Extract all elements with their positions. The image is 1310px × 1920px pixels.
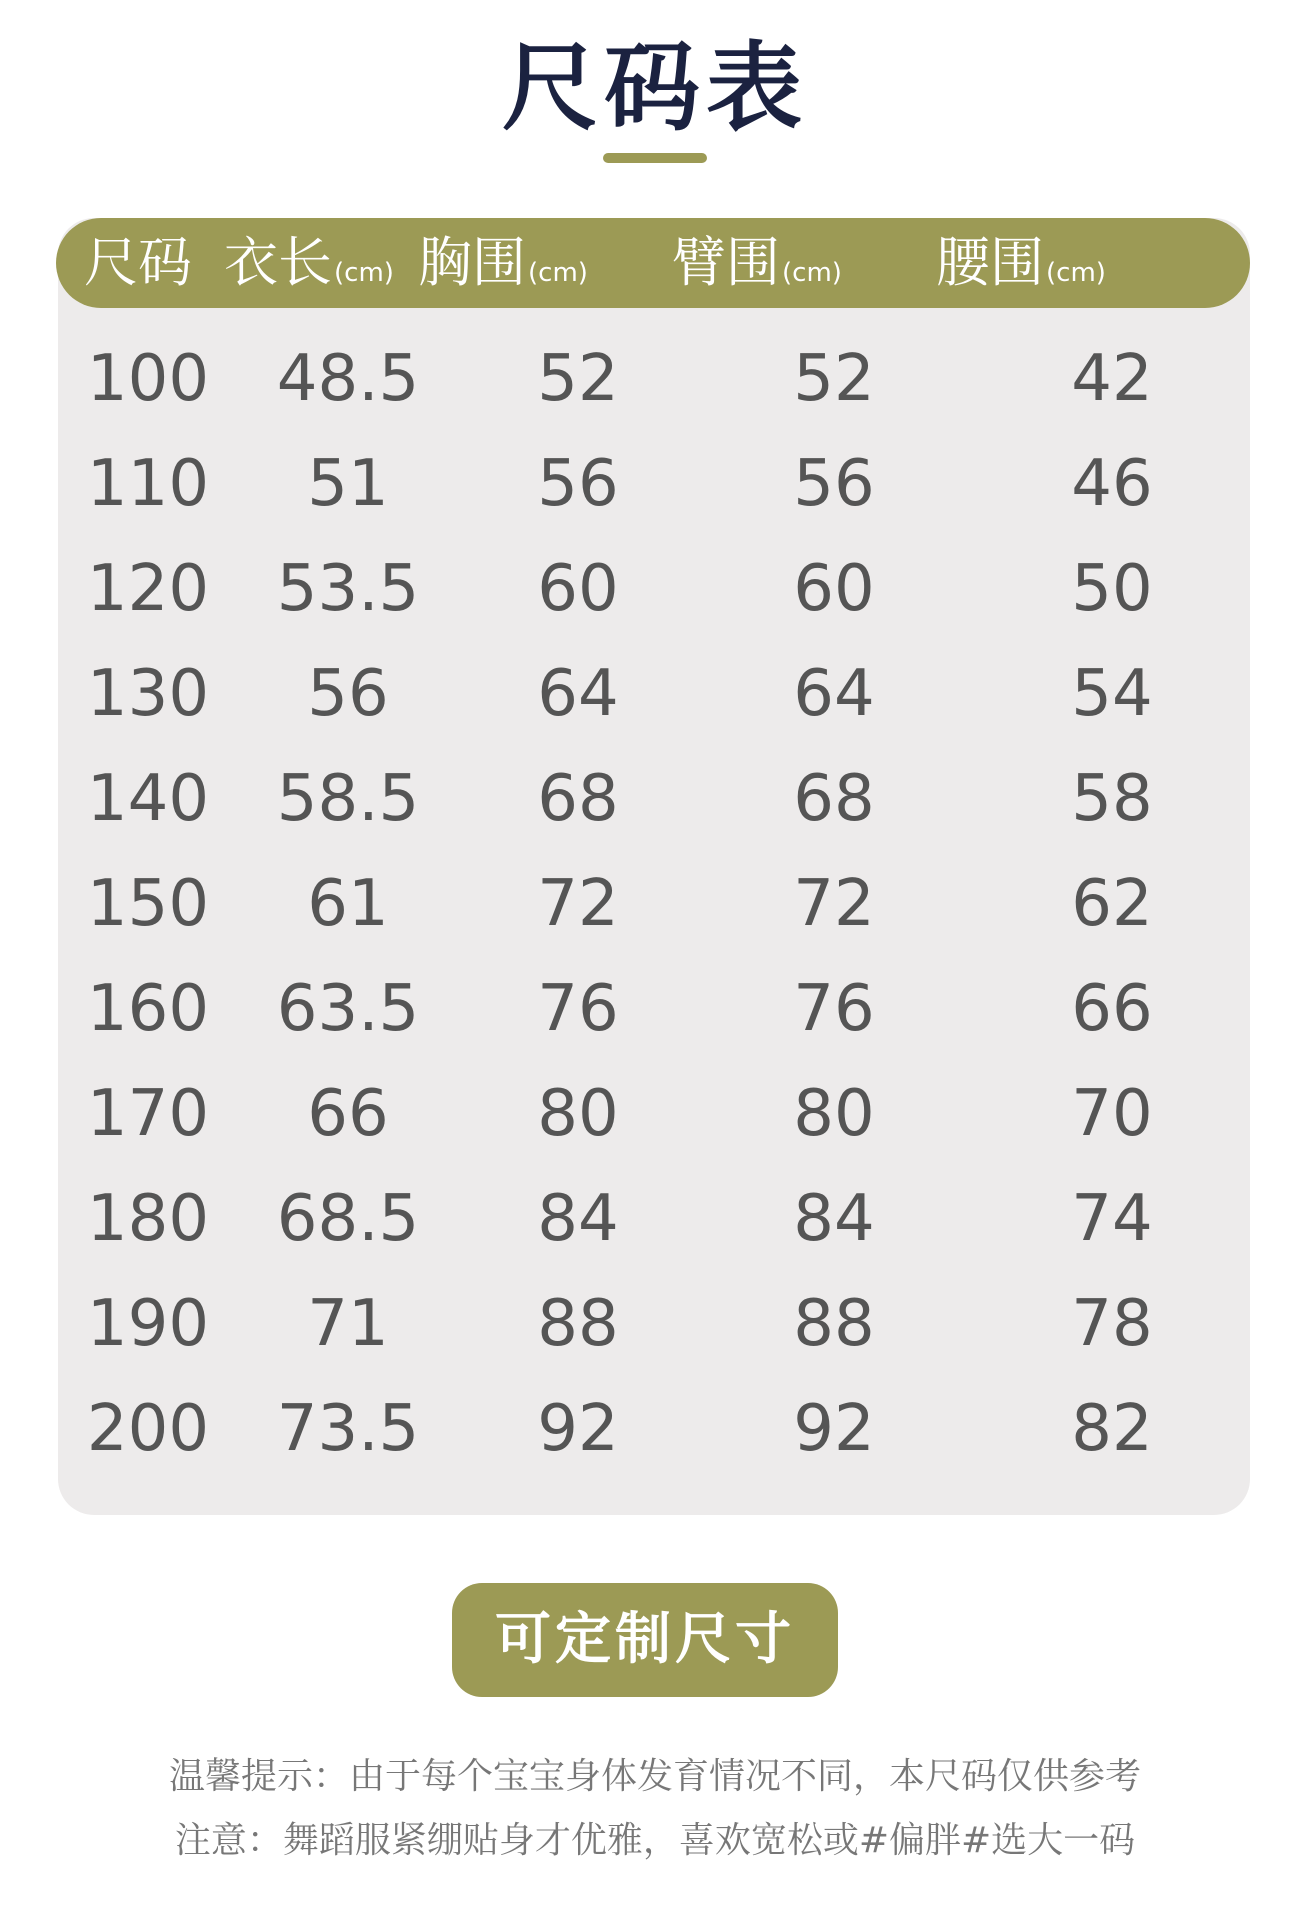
cell-size: 200 xyxy=(86,1392,210,1466)
cell-arm: 76 xyxy=(793,972,875,1046)
cell-size: 190 xyxy=(86,1287,210,1361)
header-arm xyxy=(672,218,842,308)
header-arm-unit: (cm) xyxy=(782,258,842,288)
header-chest xyxy=(418,218,588,308)
cell-length: 51 xyxy=(307,447,389,521)
cell-chest: 76 xyxy=(537,972,619,1046)
table-row xyxy=(58,956,1250,1062)
header-length-label: 衣长 xyxy=(224,231,332,294)
table-row xyxy=(58,851,1250,957)
cell-waist: 54 xyxy=(1071,657,1153,731)
cell-chest: 88 xyxy=(537,1287,619,1361)
cell-waist: 42 xyxy=(1071,342,1153,416)
cell-length: 53.5 xyxy=(276,552,420,626)
cell-length: 56 xyxy=(307,657,389,731)
table-row xyxy=(58,746,1250,852)
cell-waist: 62 xyxy=(1071,867,1153,941)
cell-arm: 60 xyxy=(793,552,875,626)
table-row xyxy=(58,1061,1250,1167)
cell-chest: 80 xyxy=(537,1077,619,1151)
cell-waist: 46 xyxy=(1071,447,1153,521)
cell-chest: 64 xyxy=(537,657,619,731)
table-row xyxy=(58,431,1250,537)
header-length xyxy=(224,218,394,308)
cell-size: 180 xyxy=(86,1182,210,1256)
header-waist xyxy=(936,218,1106,308)
header-size xyxy=(84,218,192,308)
cell-arm: 92 xyxy=(793,1392,875,1466)
cell-arm: 88 xyxy=(793,1287,875,1361)
cell-length: 68.5 xyxy=(276,1182,420,1256)
cell-arm: 52 xyxy=(793,342,875,416)
header-chest-label: 胸围 xyxy=(418,231,526,294)
header-chest-unit: (cm) xyxy=(528,258,588,288)
cell-size: 170 xyxy=(86,1077,210,1151)
header-length-unit: (cm) xyxy=(334,258,394,288)
cell-waist: 78 xyxy=(1071,1287,1153,1361)
cell-arm: 68 xyxy=(793,762,875,836)
cell-chest: 72 xyxy=(537,867,619,941)
cell-size: 120 xyxy=(86,552,210,626)
cell-size: 140 xyxy=(86,762,210,836)
cell-waist: 58 xyxy=(1071,762,1153,836)
table-row xyxy=(58,326,1250,432)
cell-chest: 56 xyxy=(537,447,619,521)
cell-chest: 60 xyxy=(537,552,619,626)
cell-size: 150 xyxy=(86,867,210,941)
tip-note: 温馨提示：由于每个宝宝身体发育情况不同，本尺码仅供参考 xyxy=(168,1756,1141,1797)
cell-arm: 80 xyxy=(793,1077,875,1151)
header-waist-unit: (cm) xyxy=(1046,258,1106,288)
cell-length: 66 xyxy=(307,1077,389,1151)
table-row xyxy=(58,641,1250,747)
header-arm-label: 臂围 xyxy=(672,231,780,294)
header-size-label: 尺码 xyxy=(84,231,192,294)
cell-waist: 50 xyxy=(1071,552,1153,626)
table-row xyxy=(58,536,1250,642)
table-row xyxy=(58,1271,1250,1377)
cell-length: 61 xyxy=(307,867,389,941)
custom-size-button[interactable]: 可定制尺寸 xyxy=(452,1583,838,1697)
cell-waist: 74 xyxy=(1071,1182,1153,1256)
cell-size: 110 xyxy=(86,447,210,521)
cell-size: 130 xyxy=(86,657,210,731)
cell-waist: 70 xyxy=(1071,1077,1153,1151)
header-waist-label: 腰围 xyxy=(936,231,1044,294)
table-row xyxy=(58,1166,1250,1272)
cell-waist: 66 xyxy=(1071,972,1153,1046)
cell-length: 58.5 xyxy=(276,762,420,836)
cell-arm: 56 xyxy=(793,447,875,521)
cell-length: 48.5 xyxy=(276,342,420,416)
cell-size: 100 xyxy=(86,342,210,416)
cell-length: 71 xyxy=(307,1287,389,1361)
cell-chest: 92 xyxy=(537,1392,619,1466)
attention-note: 注意：舞蹈服紧绷贴身才优雅，喜欢宽松或#偏胖#选大一码 xyxy=(174,1820,1136,1861)
cell-arm: 84 xyxy=(793,1182,875,1256)
cell-size: 160 xyxy=(86,972,210,1046)
size-table-header xyxy=(56,218,1250,308)
cell-arm: 72 xyxy=(793,867,875,941)
cell-chest: 68 xyxy=(537,762,619,836)
cell-arm: 64 xyxy=(793,657,875,731)
cell-chest: 84 xyxy=(537,1182,619,1256)
table-row xyxy=(58,1376,1250,1482)
cell-waist: 82 xyxy=(1071,1392,1153,1466)
cell-length: 73.5 xyxy=(276,1392,420,1466)
page-title: 尺码表 xyxy=(502,32,808,144)
title-underline xyxy=(603,153,707,163)
cell-chest: 52 xyxy=(537,342,619,416)
cell-length: 63.5 xyxy=(276,972,420,1046)
